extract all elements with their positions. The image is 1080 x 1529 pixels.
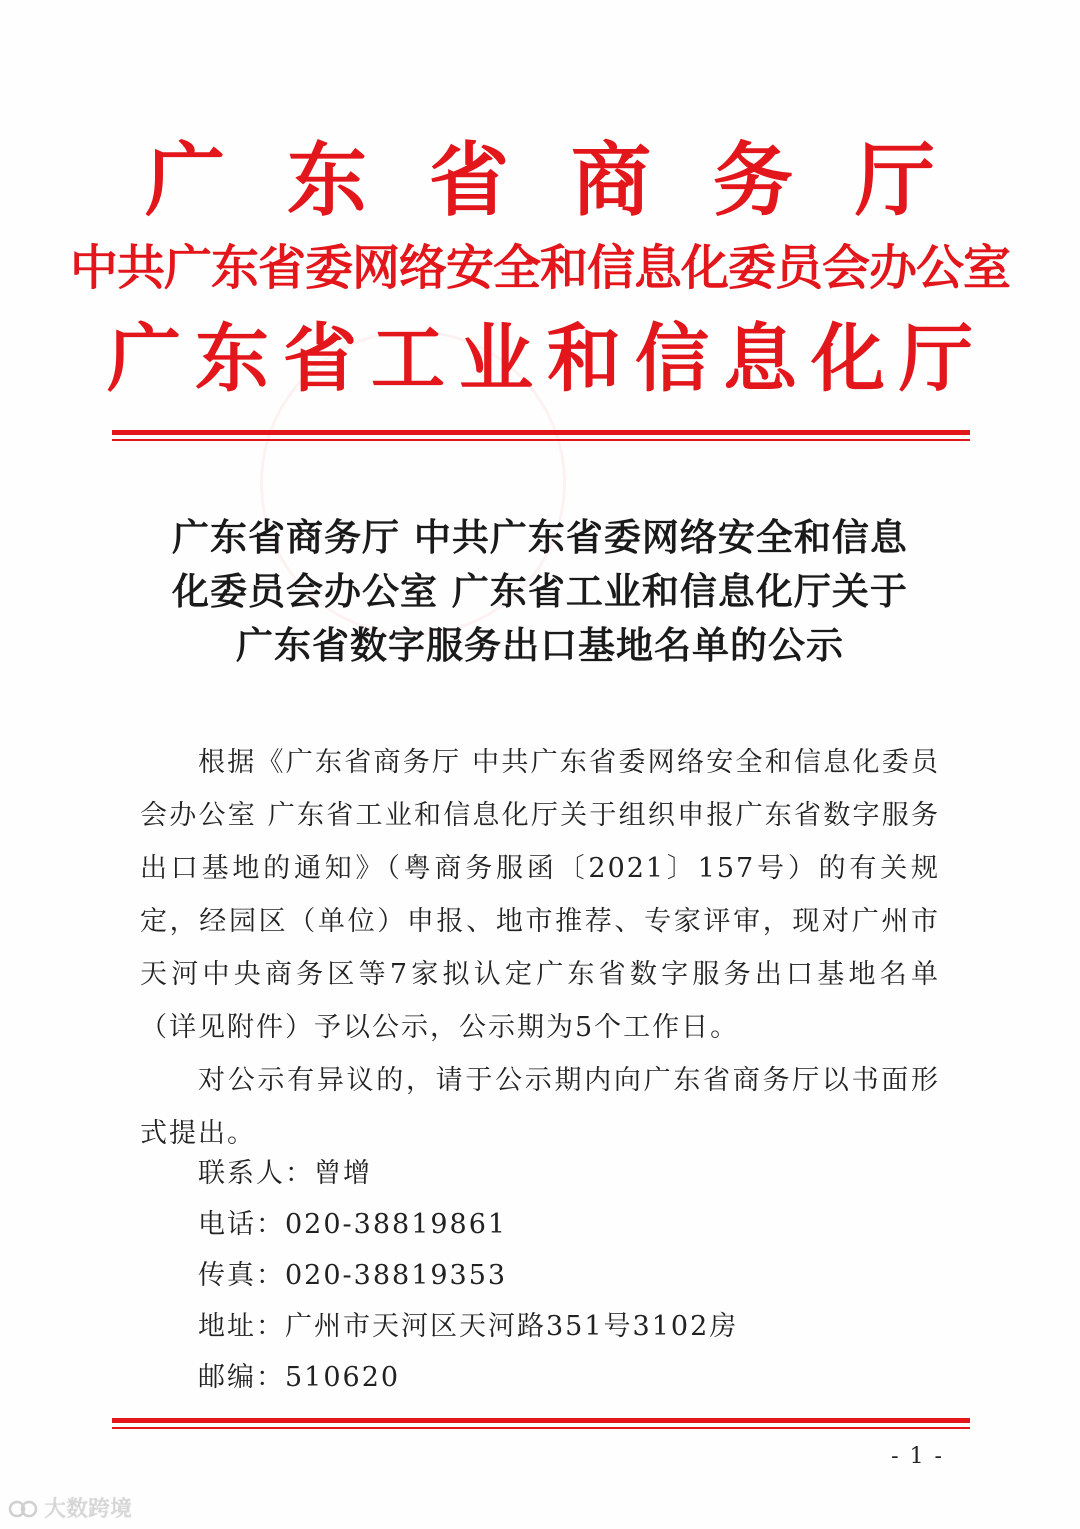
title-line-3: 广东省数字服务出口基地名单的公示 [236,623,844,667]
contact-fax: 传真：020-38819353 [198,1260,508,1291]
contact-phone: 电话：020-38819861 [198,1209,508,1240]
contact-person: 联系人：曾增 [198,1158,372,1189]
watermark [8,1492,132,1523]
contact-address: 地址：广州市天河区天河路351号3102房 [198,1311,739,1342]
footer-rule-thin [112,1427,970,1429]
footer-rule-thick [112,1418,970,1423]
letterhead-line-1: 广东省商务厅 [145,133,997,227]
letterhead-line-3: 广东省工业和信息化厅 [107,316,987,402]
letterhead-rule-thick [112,430,970,435]
letterhead-line-2: 中共广东省委网络安全和信息化委员会办公室 [69,240,1010,296]
body-paragraph-1: 根据《广东省商务厅 中共广东省委网络安全和信息化委员会办公室 广东省工业和信息化厅关于组织申报广东省数字服务出口基地的通知》（粤商务服函〔2021〕157号）的有关规定，经园区（单位）申报、地市推荐、专家评审，现对广州市天河中央商务区等7家拟认定广东省数字服务出口基地名单（详见附件）予以公示，公示期为5个工作日。 [140,747,940,1043]
title-line-2: 化委员会办公室 广东省工业和信息化厅关于 [172,569,908,613]
contact-block [198,1148,738,1403]
body-paragraph-2: 对公示有异议的，请于公示期内向广东省商务厅以书面形式提出。 [140,1065,940,1149]
watermark-logo-icon [8,1498,38,1520]
page-number: - 1 - [891,1444,944,1469]
letterhead-rule-thin [112,439,970,441]
document-title [140,510,940,672]
contact-postcode: 邮编：510620 [198,1362,401,1393]
title-line-1: 广东省商务厅 中共广东省委网络安全和信息 [172,515,908,559]
document-body [140,736,940,1160]
watermark-text: 大数跨境 [44,1497,133,1522]
